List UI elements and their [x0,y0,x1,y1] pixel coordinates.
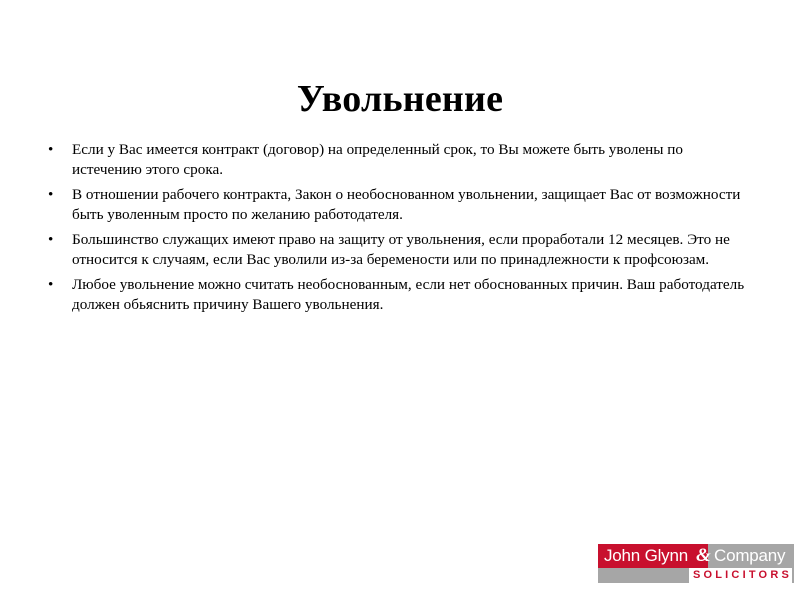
list-item [44,185,756,224]
logo-name-text: John Glynn [604,546,688,565]
list-item [44,230,756,269]
logo-company-text: Company [714,546,786,565]
bullet-list [44,140,756,314]
logo-wordmark [598,544,794,568]
list-item-text: Любое увольнение можно считать необоснованным, если нет обоснованных причин. Ваш работодатель должен обьяснить причину Вашего увольнения. [72,276,745,313]
page-title: Увольнение [296,78,504,121]
bullet-icon: • [48,186,54,203]
bullet-icon: • [48,276,54,293]
list-item [44,275,756,314]
list-item-text: В отношении рабочего контракта, Закон о необоснованном увольнении, защищает Вас от возможности быть уволенным просто по желанию работодателя. [72,186,741,223]
ampersand-icon: & [696,545,711,566]
list-item-text: Большинство служащих имеют право на защиту от увольнения, если проработали 12 месяцев. Это не относится к случаям, если Вас уволили из-за беремености или по принадлежности к профсоюзам. [72,231,730,268]
logo-tagline-bar [598,568,794,583]
bullet-icon: • [48,231,54,248]
logo-tagline-text: SOLICITORS [689,568,792,583]
list-item [44,140,756,179]
list-item-text: Если у Вас имеется контракт (договор) на определенный срок, то Вы можете быть уволены по истечению этого срока. [72,141,684,178]
bullet-icon: • [48,141,54,158]
company-logo [598,544,794,584]
